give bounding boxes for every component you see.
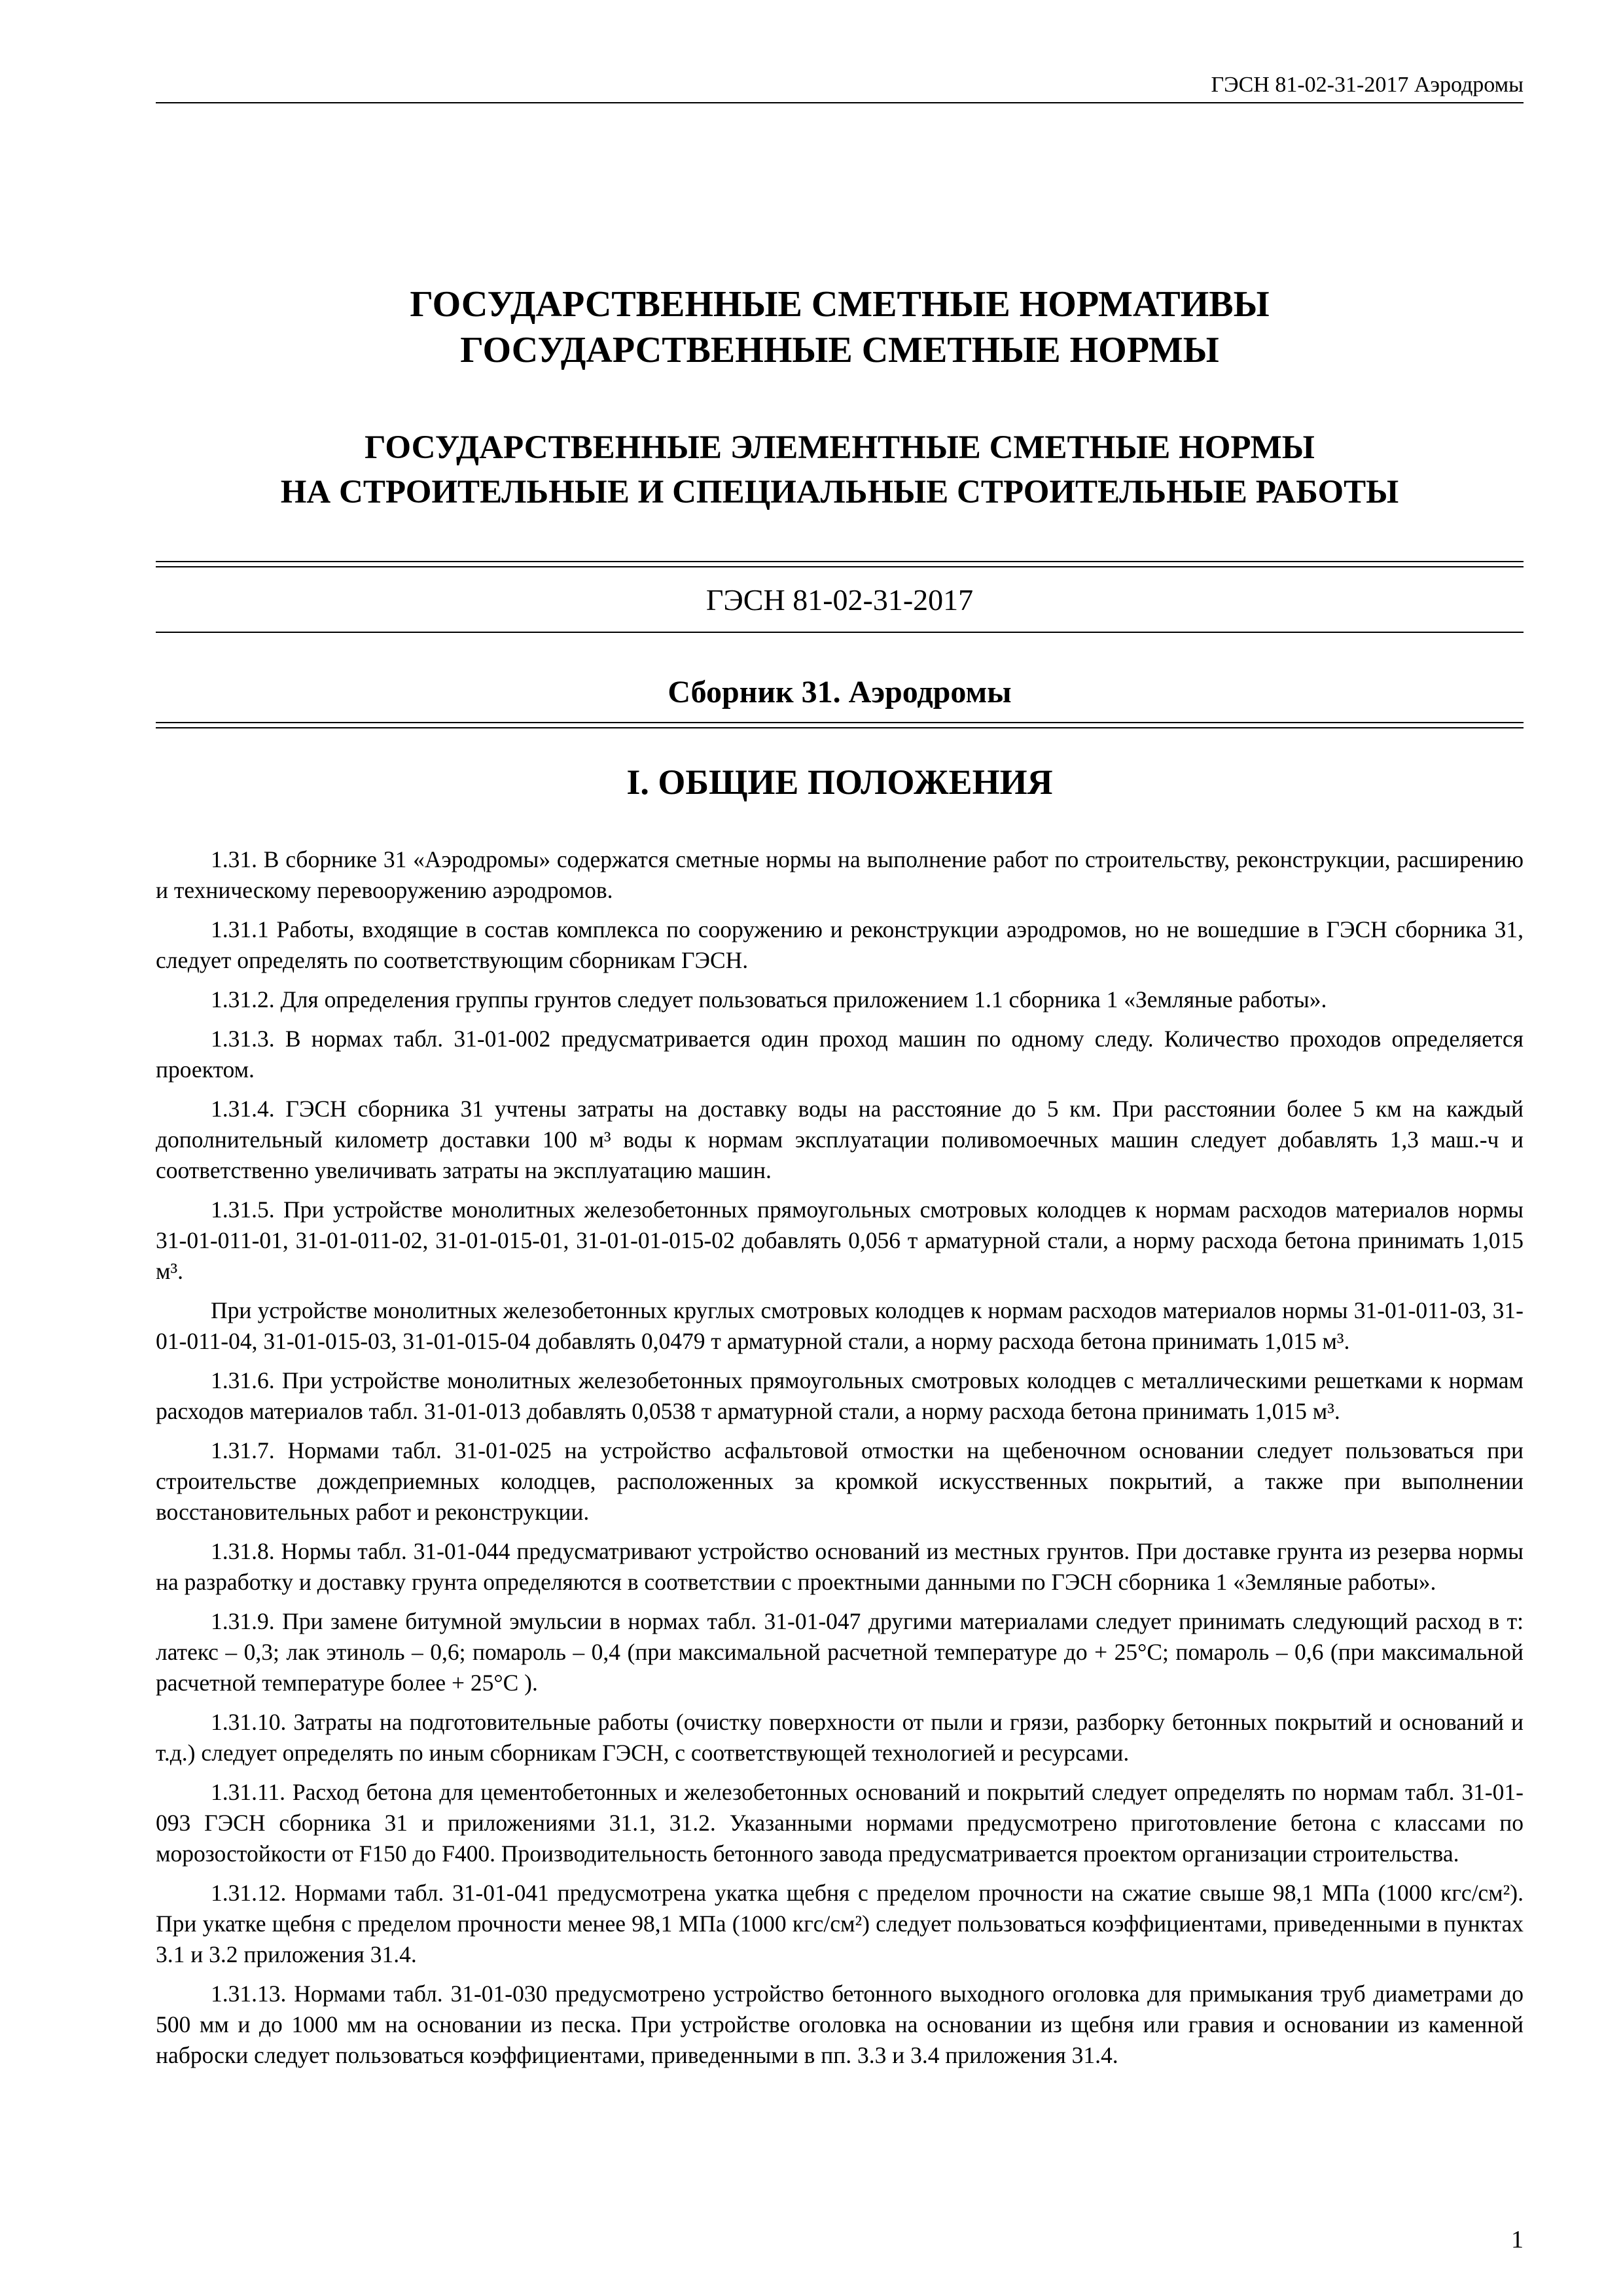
divider-bottom — [156, 722, 1524, 728]
running-header: ГЭСН 81-02-31-2017 Аэродромы — [156, 71, 1524, 103]
page-number: 1 — [1511, 2226, 1524, 2253]
paragraph: 1.31.1 Работы, входящие в состав комплекса по сооружению и реконструкции аэродромов, но не вошедшие в ГЭСН сборника 31, следует определять по соответствующим сборникам ГЭСН. — [156, 916, 1524, 973]
subtitle-line-1: ГОСУДАРСТВЕННЫЕ ЭЛЕМЕНТНЫЕ СМЕТНЫЕ НОРМЫ — [365, 429, 1315, 466]
paragraph: 1.31. В сборнике 31 «Аэродромы» содержатся сметные нормы на выполнение работ по строительству, реконструкции, расширению и техническому перевооружению аэродромов. — [156, 846, 1524, 903]
paragraph: 1.31.6. При устройстве монолитных железобетонных прямоугольных смотровых колодцев с металлическими решетками к нормам расходов материалов табл. 31-01-013 добавлять 0,0538 т арматурной стали, а норму расхода бетона принимать 1,015 м³. — [156, 1367, 1524, 1424]
paragraph: 1.31.5. При устройстве монолитных железобетонных прямоугольных смотровых колодцев к нормам расходов материалов нормы 31-01-011-01, 31-01-011-02, 31-01-015-01, 31-01-01-015-02 добавлять 0,056 т арматурной стали, а норму расхода бетона принимать 1,015 м³. — [156, 1196, 1524, 1284]
collection-title: Сборник 31. Аэродромы — [668, 675, 1012, 709]
title-line-2: ГОСУДАРСТВЕННЫЕ СМЕТНЫЕ НОРМЫ — [460, 330, 1219, 370]
title-line-1: ГОСУДАРСТВЕННЫЕ СМЕТНЫЕ НОРМАТИВЫ — [410, 284, 1270, 325]
paragraph: 1.31.11. Расход бетона для цементобетонных и железобетонных оснований и покрытий следует определять по нормам табл. 31-01-093 ГЭСН сборника 31 и приложениями 31.1, 31.2. Указанными нормами предусмотрено приготовление бетона с классами по морозостойкости от F150 до F400. Производительность бетонного завода предусматривается проектом организации строительства. — [156, 1779, 1524, 1867]
body-text — [156, 844, 1524, 2079]
paragraph: 1.31.8. Нормы табл. 31-01-044 предусматривают устройство оснований из местных грунтов. При доставке грунта из резерва нормы на разработку и доставку грунта определяются в соответствии с проектными данными по ГЭСН сборника 1 «Земляные работы». — [156, 1538, 1524, 1595]
paragraph: 1.31.4. ГЭСН сборника 31 учтены затраты на доставку воды на расстояние до 5 км. При расстоянии более 5 км на каждый дополнительный километр доставки 100 м³ воды к нормам эксплуатации поливомоечных машин следует добавлять 1,3 маш.-ч и соответственно увеличивать затраты на эксплуатацию машин. — [156, 1096, 1524, 1183]
subtitle-line-2: НА СТРОИТЕЛЬНЫЕ И СПЕЦИАЛЬНЫЕ СТРОИТЕЛЬНЫЕ РАБОТЫ — [280, 474, 1399, 511]
code-block — [156, 561, 1524, 728]
paragraph: 1.31.13. Нормами табл. 31-01-030 предусмотрено устройство бетонного выходного оголовка для примыкания труб диаметрами до 500 мм и до 1000 мм на основании из песка. При устройстве оголовка на основании из щебня или гравия и основании из каменной наброски следует пользоваться коэффициентами, приведенными в пп. 3.3 и 3.4 приложения 31.4. — [156, 1981, 1524, 2068]
document-code: ГЭСН 81-02-31-2017 — [156, 567, 1524, 633]
paragraph: При устройстве монолитных железобетонных круглых смотровых колодцев к нормам расходов материалов нормы 31-01-011-03, 31-01-011-04, 31-01-015-03, 31-01-015-04 добавлять 0,0479 т арматурной стали, а норму расхода бетона принимать 1,015 м³. — [156, 1297, 1524, 1354]
document-title — [156, 281, 1524, 514]
divider-top — [156, 561, 1524, 567]
section-heading: I. ОБЩИЕ ПОЛОЖЕНИЯ — [626, 762, 1053, 802]
paragraph: 1.31.2. Для определения группы грунтов следует пользоваться приложением 1.1 сборника 1 «Земляные работы». — [211, 986, 1327, 1013]
paragraph: 1.31.9. При замене битумной эмульсии в нормах табл. 31-01-047 другими материалами следует принимать следующий расход в т: латекс – 0,3; лак этиноль – 0,6; помароль – 0,4 (при максимальной расчетной температуре до + 25°С; помароль – 0,6 (при максимальной расчетной температуре более + 25°С ). — [156, 1608, 1524, 1696]
paragraph: 1.31.12. Нормами табл. 31-01-041 предусмотрена укатка щебня с пределом прочности на сжатие свыше 98,1 МПа (1000 кгс/см²). При укатке щебня с пределом прочности менее 98,1 МПа (1000 кгс/см²) следует пользоваться коэффициентами, приведенными в пунктах 3.1 и 3.2 приложения 31.4. — [156, 1880, 1524, 1967]
paragraph: 1.31.10. Затраты на подготовительные работы (очистку поверхности от пыли и грязи, разборку бетонных покрытий и оснований и т.д.) следует определять по иным сборникам ГЭСН, с соответствующей технологией и ресурсами. — [156, 1709, 1524, 1766]
paragraph: 1.31.3. В нормах табл. 31-01-002 предусматривается один проход машин по одному следу. Количество проходов определяется проектом. — [156, 1026, 1524, 1083]
paragraph: 1.31.7. Нормами табл. 31-01-025 на устройство асфальтовой отмостки на щебеночном основании следует пользоваться при строительстве дождеприемных колодцев, расположенных за кромкой искусственных покрытий, а также при выполнении восстановительных работ и реконструкции. — [156, 1437, 1524, 1525]
